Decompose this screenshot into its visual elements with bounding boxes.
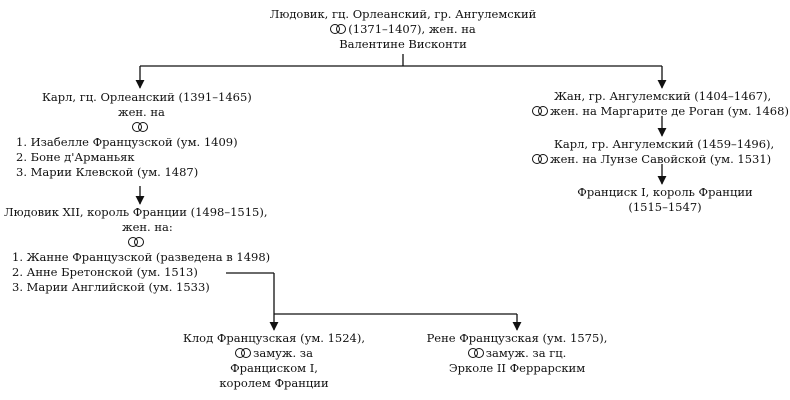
interlocked-rings-icon — [132, 122, 148, 132]
interlocked-rings-icon — [532, 154, 548, 164]
ludovic-line-2 — [223, 22, 583, 37]
ludovic-line-2-text: (1371–1407), жен. на — [348, 22, 476, 36]
person-karl-angouleme — [532, 137, 774, 167]
karl-orleans-line-2: жен. на — [118, 105, 165, 119]
interlocked-rings-icon — [235, 348, 251, 358]
jean-line-1: Жан, гр. Ангулемский (1404–1467), — [554, 89, 772, 103]
person-ludovic-orleans — [223, 7, 583, 52]
louis-wife-1: 1. Жанне Французской (разведена в 1498) — [12, 250, 271, 264]
person-jean-angouleme — [532, 89, 789, 119]
karl-orleans-wife-2: 2. Боне д'Арманьяк — [16, 150, 135, 164]
person-louis-xii — [4, 205, 270, 295]
interlocked-rings-icon — [532, 106, 548, 116]
claude-line-2 — [174, 346, 374, 361]
louis-line-2: жен. на: — [122, 220, 173, 234]
person-renee-of-france — [417, 331, 617, 376]
renee-line-2 — [417, 346, 617, 361]
ludovic-line-1: Людовик, гц. Орлеанский, гр. Ангулемский — [269, 7, 537, 21]
interlocked-rings-icon — [468, 348, 484, 358]
karl-angouleme-line-2-text: жен. на Лунзе Савойской (ум. 1531) — [550, 152, 772, 166]
claude-line-1: Клод Французская (ум. 1524), — [182, 331, 366, 345]
renee-line-1: Рене Французская (ум. 1575), — [426, 331, 608, 345]
ludovic-line-3: Валентине Висконти — [339, 37, 467, 51]
person-francis-i — [545, 185, 785, 215]
interlocked-rings-icon — [128, 237, 144, 247]
karl-angouleme-line-2 — [532, 152, 774, 167]
person-claude-of-france — [174, 331, 374, 391]
jean-line-2-text: жен. на Маргарите де Роган (ум. 1468) — [550, 104, 789, 118]
louis-wife-3: 3. Марии Английской (ум. 1533) — [12, 280, 210, 294]
claude-line-2-text: замуж. за — [253, 346, 313, 360]
francis-line-2: (1515–1547) — [628, 200, 702, 214]
francis-line-1: Франциск I, король Франции — [577, 185, 753, 199]
renee-line-3: Эрколе II Феррарским — [448, 361, 586, 375]
claude-line-3: Франциском I, — [230, 361, 318, 375]
louis-wife-2: 2. Анне Бретонской (ум. 1513) — [12, 265, 198, 279]
karl-orleans-line-1: Карл, гц. Орлеанский (1391–1465) — [42, 90, 252, 104]
interlocked-rings-icon — [330, 24, 346, 34]
louis-line-1: Людовик XII, король Франции (1498–1515), — [4, 205, 268, 219]
karl-orleans-rings-row — [16, 120, 252, 135]
person-karl-orleans — [16, 90, 252, 180]
jean-line-2 — [532, 104, 789, 119]
karl-angouleme-line-1: Карл, гр. Ангулемский (1459–1496), — [554, 137, 775, 151]
karl-orleans-wife-1: 1. Изабелле Французской (ум. 1409) — [16, 135, 238, 149]
karl-orleans-wife-3: 3. Марии Клевской (ум. 1487) — [16, 165, 199, 179]
renee-line-2-text: замуж. за гц. — [485, 346, 567, 360]
claude-line-4: королем Франции — [219, 376, 329, 390]
louis-rings-row — [4, 235, 270, 250]
